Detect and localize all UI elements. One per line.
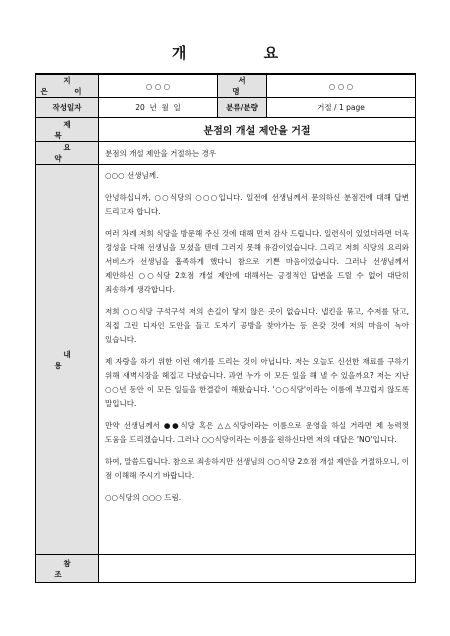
content-paragraph: ○○○ 선생님께. — [105, 171, 159, 180]
signature-label: 서 명 — [218, 74, 267, 98]
signature-value: ○ ○ ○ — [267, 74, 416, 98]
content-paragraph: 여러 차례 저희 식당을 방문해 주신 것에 대해 먼저 감사 드립니다. 일련식이 있었더라면 더욱 정성을 다해 선생님을 모셨을 텐데 그러지 못해 유감이었습니다. 그리고 저희 식당의 요리와 서비스가 선생님을 흡족하게 했다니 참으로 기쁜 마음이었습니다. 그러나 선생님께서 제안하신 ○○식당 2호점 개설 제안에 대해서는 긍정적인 답변을 드릴 수 없어 대단히 죄송하게 생각합니다. — [105, 229, 409, 294]
date-label: 작성일자 — [36, 98, 99, 118]
reference-value — [99, 555, 416, 583]
category-value: 거절 / 1 page — [267, 98, 416, 118]
author-label: 지 은 이 — [36, 74, 99, 98]
summary-value: 분점의 개설 제안을 거절하는 경우 — [99, 142, 416, 165]
subject-value: 분점의 개설 제안을 거절 — [99, 118, 416, 142]
date-value: 20 년 월 일 — [99, 98, 218, 118]
content-paragraph: 저희 ○○식당 구석구석 저의 손길이 닿지 않은 곳이 없습니다. 냅킨을 묶고, 수저를 닦고, 직접 그린 디자인 도안을 들고 도자기 공방을 찾아가는 등 온갖 것에 저의 마음이 녹아 있습니다. — [105, 307, 409, 344]
content-label: 내 용 — [36, 165, 99, 555]
summary-form-table — [35, 73, 416, 583]
content-paragraph: 만약 선생님께서 ●●식당 혹은 △△식당이라는 이름으로 운영을 하실 거라면 제 능력껏 도움을 드리겠습니다. 그러나 ○○식당이라는 이름을 원하신다면 저의 대답은 'NO'입니다. — [105, 421, 409, 444]
content-paragraph: ○○식당의 ○○○ 드림. — [105, 493, 182, 502]
author-value: ○ ○ ○ — [99, 74, 218, 98]
category-label: 분류/분량 — [218, 98, 267, 118]
content-body — [99, 165, 416, 555]
content-paragraph: 안녕하십니까, ○○식당의 ○○○입니다. 일전에 선생님께서 문의하신 분점건에 대해 답변 드리고자 합니다. — [105, 193, 409, 216]
reference-label: 참 조 — [36, 555, 99, 583]
subject-label: 제 목 — [36, 118, 99, 142]
content-paragraph: 제 자랑을 하기 위한 이런 얘기를 드리는 것이 아닙니다. 저는 오늘도 신선한 재료를 구하기 위해 새벽시장을 헤집고 다녔습니다. 과연 누가 이 모든 일을 해 낼 수 있을까요? 저는 지난 ○○년 동안 이 모든 일들을 한결같이 해왔습니다. '○○식당'이라는 이름에 부끄럽지 않도록 말입니다. — [105, 357, 409, 408]
summary-label: 요 약 — [36, 142, 99, 165]
content-paragraph: 하여, 말씀드립니다. 참으로 죄송하지만 선생님의 ○○식당 2호점 개설 제안을 거절하오니, 이 점 이해해 주시기 바랍니다. — [105, 457, 409, 480]
document-title: 개 요 — [171, 44, 315, 62]
